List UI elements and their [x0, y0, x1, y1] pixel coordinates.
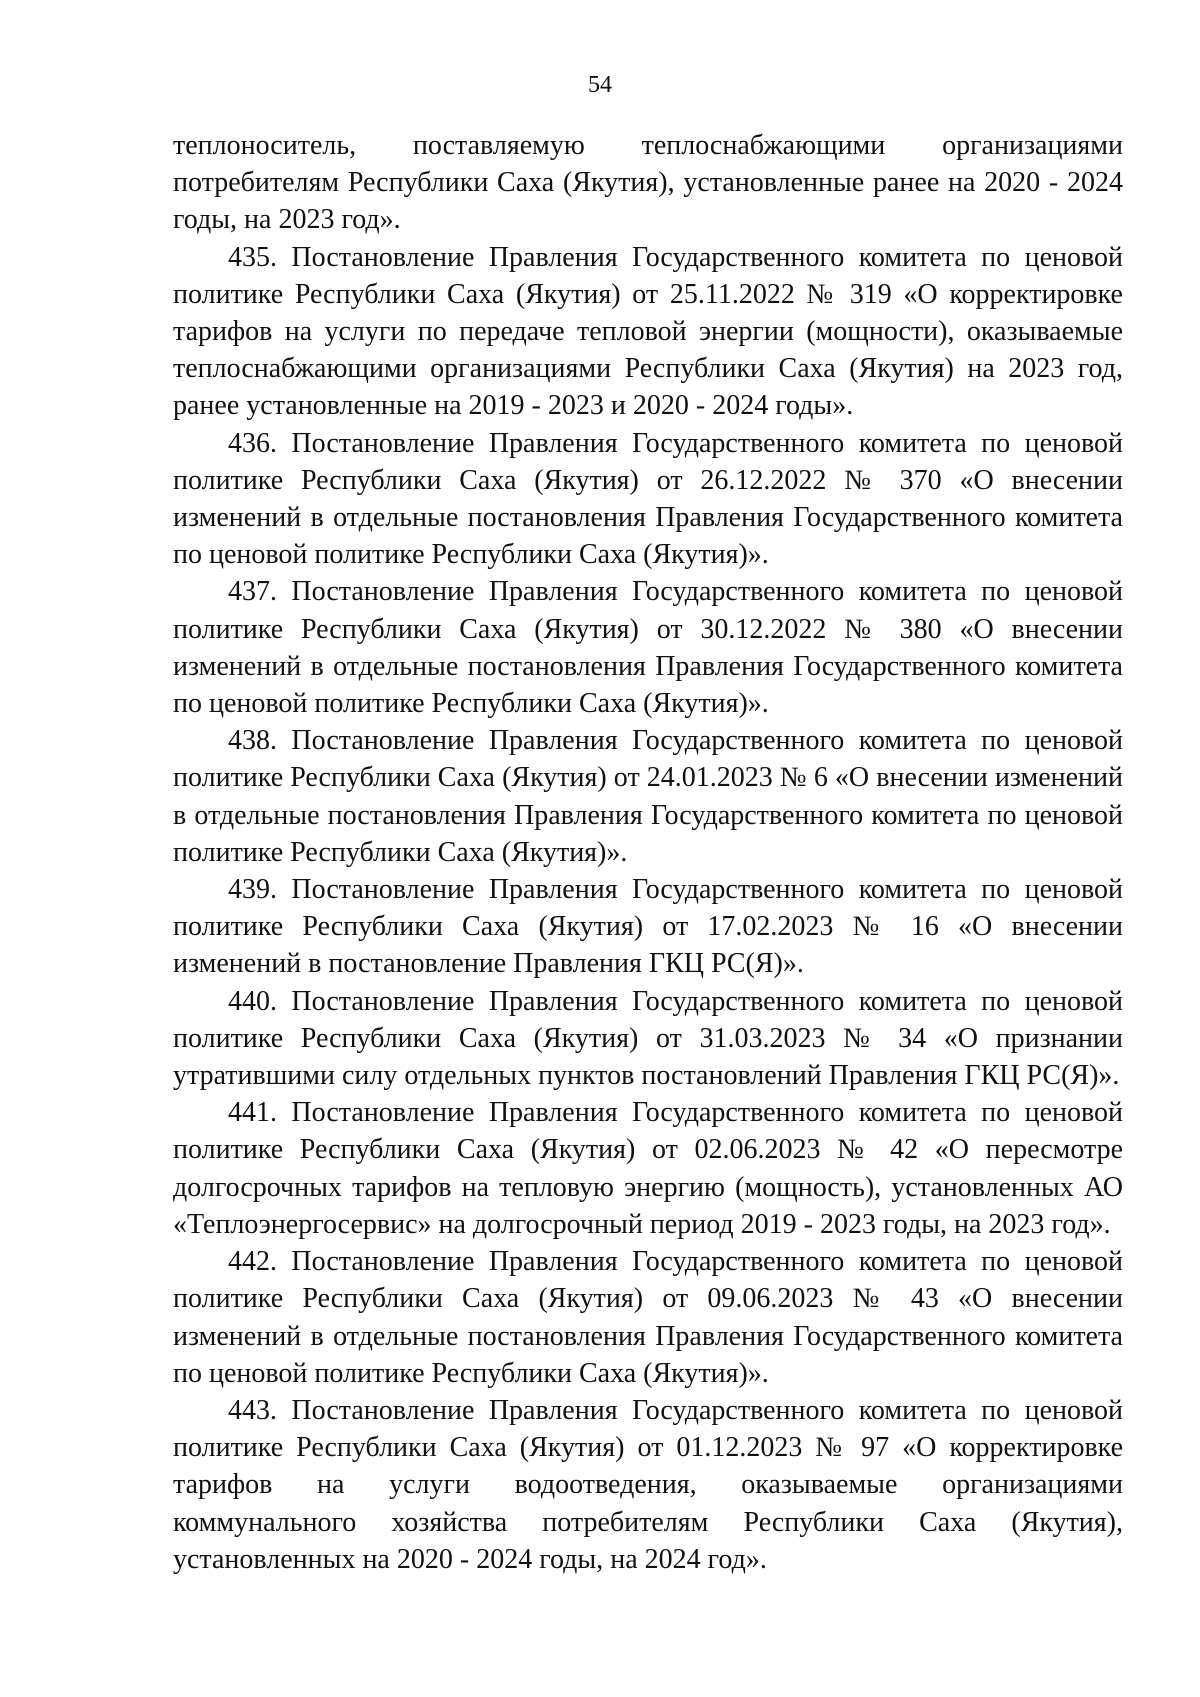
paragraph-item-443: 443. Постановление Правления Государственного комитета по ценовой политике Республики Саха (Якутия) от 01.12.2023 № 97 «О корректировке тарифов на услуги водоотведения, оказываемые организациями коммунального хозяйства потребителям Республики Саха (Якутия), установленных на 2020 - 2024 годы, на 2024 год». — [173, 1394, 1123, 1575]
paragraph-item-436: 436. Постановление Правления Государственного комитета по ценовой политике Республики Саха (Якутия) от 26.12.2022 № 370 «О внесении изменений в отдельные постановления Правления Государственного комитета по ценовой политике Республики Саха (Якутия)». — [173, 427, 1123, 571]
paragraph-continuation: теплоноситель, поставляемую теплоснабжающими организациями потребителям Республики Саха (Якутия), установленные ранее на 2020 - 2024 годы, на 2023 год». — [173, 130, 1123, 236]
paragraph-item-435: 435. Постановление Правления Государственного комитета по ценовой политике Республики Саха (Якутия) от 25.11.2022 № 319 «О корректировке тарифов на услуги по передаче тепловой энергии (мощности), оказываемые теплоснабжающими организациями Республики Саха (Якутия) на 2023 год, ранее установленные на 2019 - 2023 и 2020 - 2024 годы». — [173, 241, 1123, 422]
paragraph-item-441: 441. Постановление Правления Государственного комитета по ценовой политике Республики Саха (Якутия) от 02.06.2023 № 42 «О пересмотре долгосрочных тарифов на тепловую энергию (мощность), установленных АО «Теплоэнергосервис» на долгосрочный период 2019 - 2023 годы, на 2023 год». — [173, 1097, 1123, 1240]
paragraph-item-442: 442. Постановление Правления Государственного комитета по ценовой политике Республики Саха (Якутия) от 09.06.2023 № 43 «О внесении изменений в отдельные постановления Правления Государственного комитета по ценовой политике Республики Саха (Якутия)». — [173, 1246, 1123, 1389]
paragraph-item-440: 440. Постановление Правления Государственного комитета по ценовой политике Республики Саха (Якутия) от 31.03.2023 № 34 «О признании утратившими силу отдельных пунктов постановлений Правления ГКЦ РС(Я)». — [173, 985, 1123, 1092]
page-number: 54 — [588, 72, 612, 98]
paragraph-item-437: 437. Постановление Правления Государственного комитета по ценовой политике Республики Саха (Якутия) от 30.12.2022 № 380 «О внесении изменений в отдельные постановления Правления Государственного комитета по ценовой политике Республики Саха (Якутия)». — [173, 576, 1123, 720]
paragraph-item-438: 438. Постановление Правления Государственного комитета по ценовой политике Республики Саха (Якутия) от 24.01.2023 № 6 «О внесении изменений в отдельные постановления Правления Государственного комитета по ценовой политике Республики Саха (Якутия)». — [173, 725, 1123, 868]
paragraph-item-439: 439. Постановление Правления Государственного комитета по ценовой политике Республики Саха (Якутия) от 17.02.2023 № 16 «О внесении изменений в постановление Правления ГКЦ РС(Я)». — [173, 874, 1123, 980]
document-body — [173, 127, 1123, 1578]
